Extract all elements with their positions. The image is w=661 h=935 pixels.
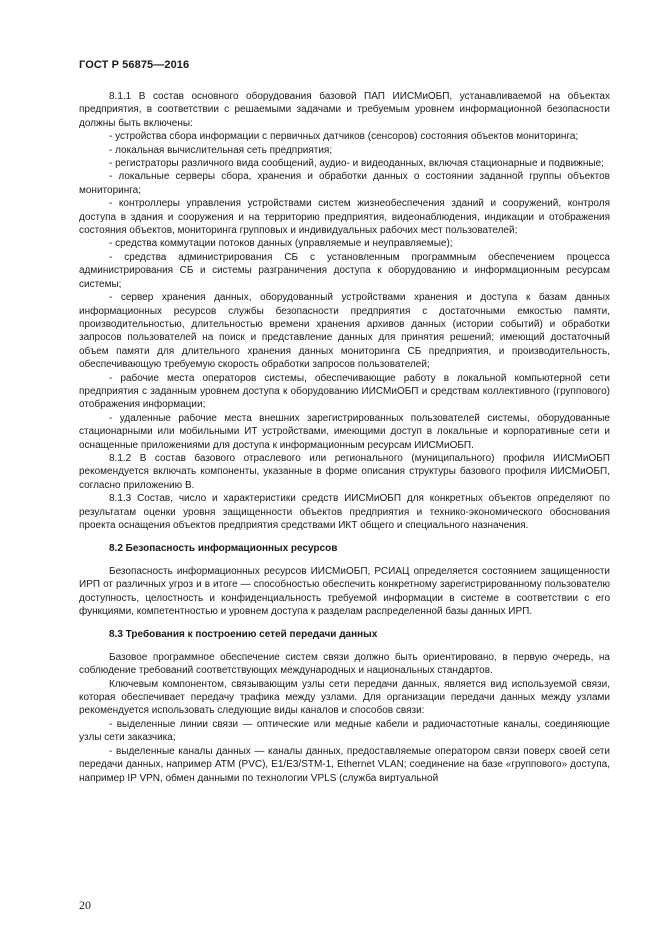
- paragraph-8-2: Безопасность информационных ресурсов ИИСМиОБП, РСИАЦ определяется состоянием защищенности ИРП от различных угроз и в итоге — способностью обеспечить конкретному зарегистрированному пользователю доступность, целостность и конфиденциальность требуемой информации в системе в соответствии с его функциями, компетентностью и уровнем доступа к разделам распределенной базы данных ИРП.: [79, 565, 610, 618]
- paragraph-8-3-a: Базовое программное обеспечение систем связи должно быть ориентировано, в первую очередь, на соблюдение требований соответствующих международных и национальных стандартов.: [79, 651, 610, 677]
- document-body: [79, 90, 610, 785]
- paragraph-8-1-1: 8.1.1 В состав основного оборудования базовой ПАП ИИСМиОБП, устанавливаемой на объектах предприятия, в соответствии с решаемыми задачами и требуемым уровнем информационной безопасности должны быть включены:: [79, 91, 610, 129]
- document-header: ГОСТ Р 56875—2016: [79, 59, 190, 71]
- paragraph-8-3-b: Ключевым компонентом, связывающим узлы сети передачи данных, является вид используемой связи, которая обеспечивает передачу трафика между узлами. Для организации передачи данных между узлами рекомендуется использовать следующие виды каналов и способов связи:: [79, 678, 610, 717]
- list-item: - средства коммутации потоков данных (управляемые и неуправляемые);: [109, 238, 453, 250]
- section-heading-8-3: 8.3 Требования к построению сетей передачи данных: [109, 629, 378, 641]
- list-item: - контроллеры управления устройствами систем жизнеобеспечения зданий и сооружений, контроля доступа в здания и сооружения и на территорию предприятия, видеонаблюдения, индикации и отображения состояния объектов, мониторинга групповых и индивидуальных рабочих мест пользователей;: [79, 198, 610, 237]
- paragraph-8-1-3: 8.1.3 Состав, число и характеристики средств ИИСМиОБП для конкретных объектов определяют по результатам оценки уровня защищенности объектов предприятия и технико-экономического обоснования проекта оснащения объектов предприятия средствами ИКТ общего и специального назначения.: [79, 493, 610, 531]
- list-item: - сервер хранения данных, оборудованный устройствами хранения и доступа к базам данных информационных ресурсов службы безопасности предприятия с достаточными емкостью памяти, производительностью, длительностью времени хранения архивов данных (истории событий) и обработки запросов пользователей на поиск и представление данных для принятия решений; имеющий достаточный объем памяти для длительного хранения данных мониторинга СБ предприятия, и производительность, обеспечивающую требуемую скорость обработки запросов пользователей;: [79, 292, 610, 371]
- list-item: - локальные серверы сбора, хранения и обработки данных о состоянии заданной группы объектов мониторинга;: [79, 171, 610, 196]
- section-heading-8-2: 8.2 Безопасность информационных ресурсов: [109, 543, 338, 555]
- page-number: 20: [79, 898, 91, 912]
- list-item: - регистраторы различного вида сообщений, аудио- и видеоданных, включая стационарные и подвижные;: [109, 158, 604, 170]
- list-item: - локальная вычислительная сеть предприятия;: [109, 144, 333, 156]
- paragraph-8-1-2: 8.1.2 В состав базового отраслевого или регионального (муниципального) профиля ИИСМиОБП рекомендуется включать компоненты, указанные в форме описания структуры базового профиля ИИСМиОБП, согласно приложению В.: [79, 452, 610, 491]
- list-item: - удаленные рабочие места внешних зарегистрированных пользователей системы, оборудованные стационарными или мобильными ИТ устройствами, имеющими доступ в локальные и корпоративные сети и оснащенные приложениями для доступа к информационным ресурсам ИИСМиОБП.: [79, 412, 610, 451]
- list-item: - выделенные каналы данных — каналы данных, предоставляемые оператором связи поверх своей сети передачи данных, например ATM (PVC), E1/E3/STM-1, Ethernet VLAN; соединение на базе «группового» доступа, например IP VPN, обмен данными по технологии VPLS (служба виртуальной: [79, 745, 610, 784]
- list-item: - устройства сбора информации с первичных датчиков (сенсоров) состояния объектов мониторинга;: [109, 131, 579, 143]
- list-item: - средства администрирования СБ с установленным программным обеспечением процесса администрирования СБ и системы разграничения доступа к оборудованию и информационным ресурсам системы;: [79, 251, 610, 290]
- list-item: - выделенные линии связи — оптические или медные кабели и радиочастотные каналы, соединяющие узлы сети заказчика;: [79, 718, 610, 744]
- list-item: - рабочие места операторов системы, обеспечивающие работу в локальной компьютерной сети предприятия с заданным уровнем доступа к оборудованию ИИСМиОБП и средствам коллективного (группового) отображения информации;: [79, 372, 610, 411]
